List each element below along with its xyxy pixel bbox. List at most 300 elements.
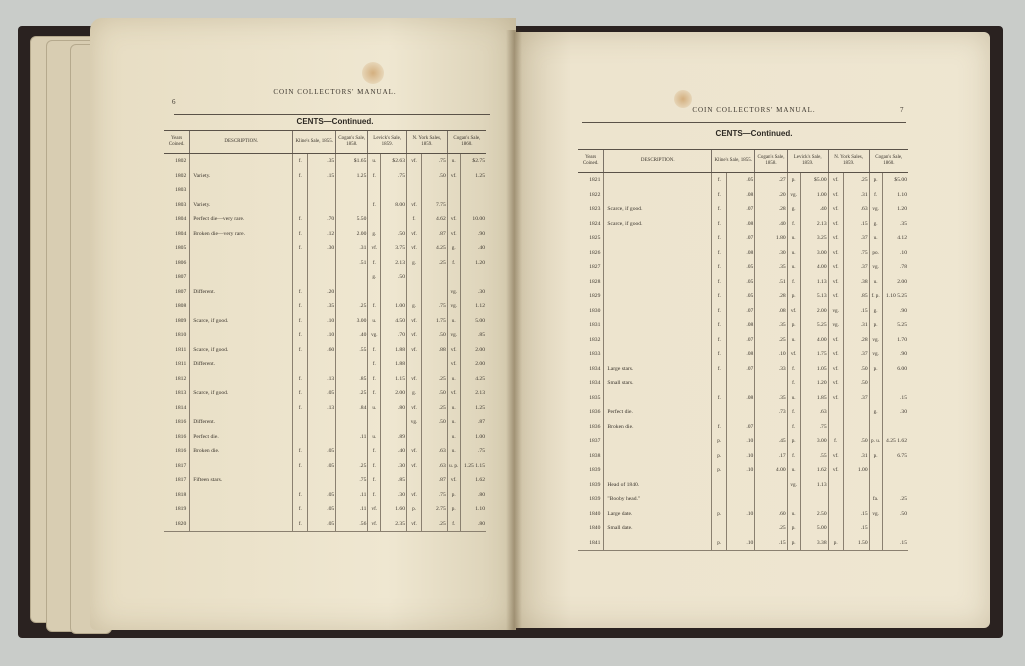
price-cell: .80 [460,488,486,503]
price-cell: .30 [460,285,486,300]
price-cell: fa. [869,492,882,507]
price-cell: 4.25 1.62 [882,434,908,449]
description-cell [604,260,712,275]
price-cell: f. [712,260,727,275]
price-cell: vf. [828,362,843,377]
price-cell: .08 [727,391,755,406]
year-cell: 1828 [589,278,601,285]
price-cell [308,198,336,213]
price-cell [407,357,422,372]
price-cell: .28 [843,333,869,348]
price-cell: .25 [422,401,448,416]
price-cell: f. [368,372,381,387]
price-cell: u. [447,314,460,329]
price-cell [869,536,882,551]
price-cell: vf. [407,517,422,532]
price-cell: vf. [407,328,422,343]
price-cell: .75 [422,488,448,503]
price-cell [447,270,460,285]
price-cell [755,376,787,391]
price-cell: u. [787,260,800,275]
price-cell: vg. [869,202,882,217]
price-cell: f. [293,154,308,169]
table-row [164,343,486,358]
description-cell: Scarce, if good. [604,217,712,232]
price-cell: f. [712,246,727,261]
price-cell [869,521,882,536]
price-cell: 2.00 [800,304,828,319]
price-cell: .25 [422,256,448,271]
description-cell [604,275,712,290]
price-cell: 1.25 1.15 [460,459,486,474]
price-cell: vg. [787,478,800,493]
price-cell [869,478,882,493]
price-cell [293,183,308,198]
price-cell: f. [712,304,727,319]
price-cell [293,473,308,488]
description-cell [190,241,293,256]
price-cell: .31 [843,318,869,333]
price-cell: .05 [727,275,755,290]
table-row [578,289,908,304]
description-cell: Fifteen stars. [190,473,293,488]
year-cell: 1824 [589,220,601,227]
price-cell [828,478,843,493]
price-cell: .50 [422,169,448,184]
price-cell: u. [368,401,381,416]
price-cell [422,183,448,198]
table-row [164,415,486,430]
price-cell: f. [712,231,727,246]
price-cell: 2.50 [800,507,828,522]
price-cell: .15 [843,304,869,319]
price-cell [293,430,308,445]
price-cell: .15 [843,521,869,536]
year-cell: 1821 [589,177,601,183]
year-cell: 1839 [589,496,601,502]
price-cell: 1.85 [800,391,828,406]
col-header-ny-sales: N. York Sales, 1859. [407,131,448,154]
price-cell [422,357,448,372]
year-cell: 1840 [589,525,601,531]
price-cell: p. [447,488,460,503]
price-cell: f. [293,227,308,242]
price-cell: vf. [407,343,422,358]
price-cell [755,420,787,435]
table-row [578,246,908,261]
price-cell: f. p. [869,289,882,304]
table-row [164,198,486,213]
price-cell: .15 [755,536,787,551]
description-cell: "Booby head." [604,492,712,507]
price-cell: .30 [308,241,336,256]
description-cell: Broken die. [604,420,712,435]
price-cell: .25 [882,492,908,507]
price-cell: .50 [882,507,908,522]
price-cell: f. [787,217,800,232]
price-cell: g. [869,405,882,420]
price-cell: 1.10 5.25 [882,289,908,304]
price-cell: u. [869,231,882,246]
price-cell: .07 [727,304,755,319]
price-cell: vf. [828,449,843,464]
col-header-ny-sales: N. York Sales, 1859. [828,150,869,173]
section-title: CENTS—Continued. [296,117,374,126]
price-cell: vg. [828,304,843,319]
price-cell: .51 [336,256,368,271]
price-cell: 4.50 [381,314,407,329]
price-cell: .40 [381,444,407,459]
price-cell: 1.13 [800,275,828,290]
table-row [164,212,486,227]
price-cell: 1.25 [460,169,486,184]
price-cell: .05 [727,173,755,188]
price-cell: .63 [800,405,828,420]
year-cell: 1839 [589,467,601,473]
price-cell: f. [368,444,381,459]
price-cell [755,492,787,507]
price-cell: .25 [422,517,448,532]
price-cell: .10 [727,434,755,449]
year-cell: 1820 [164,517,190,532]
price-cell [727,478,755,493]
price-cell: .37 [843,231,869,246]
price-cell: vf. [407,372,422,387]
price-cell: f. [712,362,727,377]
price-cell: f. [712,391,727,406]
price-cell [308,270,336,285]
price-cell: f. [828,434,843,449]
price-cell: .20 [755,188,787,203]
price-cell: .10 [308,328,336,343]
price-cell [882,420,908,435]
price-cell [460,183,486,198]
description-cell [190,328,293,343]
year-cell: 1839 [589,481,601,488]
price-cell: .75 [800,420,828,435]
description-cell [604,289,712,304]
price-cell: .90 [882,347,908,362]
price-cell: .85 [460,328,486,343]
price-cell [882,463,908,478]
price-cell: f. [293,343,308,358]
price-cell: 5.25 [882,318,908,333]
price-cell [755,478,787,493]
price-cell: 2.75 [422,502,448,517]
price-cell [407,270,422,285]
price-cell: .84 [336,401,368,416]
price-cell: 3.00 [800,246,828,261]
price-cell: 1.05 [800,362,828,377]
price-cell: vf. [828,260,843,275]
price-cell [293,415,308,430]
price-cell [407,430,422,445]
year-cell: 1808 [175,303,187,309]
price-cell: .50 [843,376,869,391]
price-cell: .11 [336,488,368,503]
year-cell: 1831 [589,322,601,328]
price-cell [712,521,727,536]
price-cell: $2.75 [460,154,486,169]
price-cell [336,285,368,300]
table-row [164,285,486,300]
description-cell: Small date. [604,521,712,536]
price-cell [293,357,308,372]
price-cell: 5.13 [800,289,828,304]
table-row [578,362,908,377]
description-cell: Broken die. [190,444,293,459]
price-cell: vf. [828,173,843,188]
price-cell: .25 [422,372,448,387]
price-cell: 1.80 [755,231,787,246]
price-cell: f. [293,444,308,459]
price-cell: 1.00 [800,188,828,203]
price-cell: u. [447,401,460,416]
price-cell: u. [447,415,460,430]
table-header-row [164,131,486,154]
price-cell [293,270,308,285]
col-header-year: Years Coined. [164,131,190,154]
price-cell: .30 [381,459,407,474]
price-cell: .35 [755,260,787,275]
price-cell: vf. [407,459,422,474]
price-cell [727,405,755,420]
description-cell [190,256,293,271]
year-cell: 1811 [175,346,187,353]
price-cell [800,492,828,507]
price-cell [869,391,882,406]
price-cell: 2.00 [336,227,368,242]
price-cell: vf. [407,444,422,459]
running-head: COIN COLLECTORS' MANUAL. [273,88,397,96]
price-cell: .60 [308,343,336,358]
year-cell: 1809 [175,317,187,324]
price-cell: .40 [755,217,787,232]
year-cell: 1841 [578,536,604,551]
price-cell: .50 [843,434,869,449]
price-cell: 1.10 [882,188,908,203]
price-cell: u. [447,372,460,387]
price-cell: 3.38 [800,536,828,551]
price-cell: 2.00 [460,357,486,372]
running-head: COIN COLLECTORS' MANUAL. [692,106,816,114]
price-cell: 6.75 [882,449,908,464]
right-page [514,32,990,628]
table-row [578,391,908,406]
price-cell: f. [368,169,381,184]
price-cell: u. [447,154,460,169]
table-row [578,275,908,290]
price-cell: 4.00 [755,463,787,478]
price-cell [336,357,368,372]
price-cell: .07 [727,231,755,246]
price-cell: u. [787,463,800,478]
year-cell: 1817 [175,477,187,483]
price-cell: 1.70 [882,333,908,348]
price-cell: 1.88 [381,343,407,358]
price-cell [843,478,869,493]
price-cell: 1.00 [843,463,869,478]
price-cell: .28 [755,202,787,217]
price-cell [828,507,843,522]
description-cell [190,183,293,198]
price-cell: .51 [755,275,787,290]
price-cell [368,212,381,227]
price-cell: .50 [422,415,448,430]
table-row [164,299,486,314]
price-cell: .27 [755,173,787,188]
price-cell: f. [869,188,882,203]
description-cell [190,270,293,285]
table-row [164,256,486,271]
price-cell [460,198,486,213]
price-cell [293,198,308,213]
description-cell: Small stars. [604,376,712,391]
year-cell: 1819 [175,506,187,512]
price-cell: f. [293,488,308,503]
table-header-row [578,150,908,173]
table-row [164,488,486,503]
price-cell: u. [787,246,800,261]
price-cell: .10 [727,449,755,464]
price-cell: vf. [828,289,843,304]
table-row [578,449,908,464]
price-cell: $1.65 [336,154,368,169]
price-cell: f. [368,343,381,358]
price-cell [336,444,368,459]
price-cell: vg. [869,260,882,275]
price-cell: .35 [882,217,908,232]
price-cell: .12 [308,227,336,242]
price-cell: 1.20 [882,202,908,217]
description-cell [190,502,293,517]
year-cell: 1833 [589,351,601,357]
table-row [164,270,486,285]
price-cell: .85 [843,289,869,304]
year-cell: 1817 [175,462,187,469]
year-cell: 1816 [175,448,187,454]
year-cell: 1803 [175,187,187,193]
col-header-cogans-sale-1858: Cogan's Sale, 1858. [755,150,787,173]
col-header-description: DESCRIPTION. [604,150,712,173]
price-cell: 5.25 [800,318,828,333]
price-cell: vf. [828,231,843,246]
price-cell: f. [712,275,727,290]
price-cell: f. [368,256,381,271]
price-cell: .88 [422,343,448,358]
price-cell: 4.62 [422,212,448,227]
price-cell: p. [787,173,800,188]
price-cell: f. [787,362,800,377]
year-cell: 1823 [589,206,601,212]
price-cell [447,183,460,198]
description-cell: Scarce, if good. [190,314,293,329]
table-row [164,401,486,416]
price-cell [381,212,407,227]
price-cell: .13 [308,401,336,416]
price-cell [308,183,336,198]
price-cell: f. [712,347,727,362]
price-cell: .30 [381,488,407,503]
price-cell: .38 [843,275,869,290]
col-header-levicks-sale: Levick's Sale, 1859. [787,150,828,173]
description-cell [190,459,293,474]
price-cell [422,285,448,300]
price-cell: vf. [407,154,422,169]
price-cell: .11 [336,430,368,445]
price-cell [787,492,800,507]
table-row [578,420,908,435]
price-cell: .10 [727,536,755,551]
table-row [164,502,486,517]
price-cell [727,492,755,507]
price-cell: .89 [381,430,407,445]
year-cell: 1826 [589,249,601,256]
price-cell: .37 [843,391,869,406]
price-cell: .07 [727,420,755,435]
price-cell: .10 [727,507,755,522]
price-cell [368,285,381,300]
price-cell: f. [368,459,381,474]
price-cell: .90 [460,227,486,242]
year-cell: 1825 [589,235,601,241]
price-cell [336,198,368,213]
price-cell [869,376,882,391]
description-cell [190,299,293,314]
price-cell: .73 [755,405,787,420]
price-cell [422,430,448,445]
price-cell: .40 [800,202,828,217]
description-cell [604,347,712,362]
price-cell: .25 [336,386,368,401]
price-cell: f. [712,420,727,435]
description-cell [604,318,712,333]
description-cell [190,372,293,387]
table-row [164,328,486,343]
year-cell: 1837 [589,438,601,444]
price-cell: 1.20 [460,256,486,271]
price-cell: f. [293,401,308,416]
table-row [578,478,908,493]
page-number: 6 [172,98,176,106]
table-row [578,463,908,478]
year-cell: 1835 [589,394,601,401]
year-cell: 1802 [175,172,187,179]
price-cell: vf. [828,188,843,203]
year-cell: 1806 [175,259,187,266]
description-cell [604,463,712,478]
price-cell [381,183,407,198]
price-cell: u. [787,507,800,522]
price-cell: 2.00 [460,343,486,358]
price-cell: .75 [843,246,869,261]
price-cell: 1.25 [336,169,368,184]
price-cell: .05 [308,517,336,532]
price-cell [828,492,843,507]
table-row [578,188,908,203]
price-cell: .10 [755,347,787,362]
price-cell: p. [869,449,882,464]
price-cell: 4.25 [422,241,448,256]
price-cell: .05 [308,386,336,401]
price-cell: .25 [755,521,787,536]
price-cell: vf. [368,241,381,256]
price-cell: f. [712,173,727,188]
price-cell [828,420,843,435]
year-cell: 1802 [175,158,187,164]
col-header-year: Years Coined. [578,150,604,173]
price-cell: .05 [308,502,336,517]
